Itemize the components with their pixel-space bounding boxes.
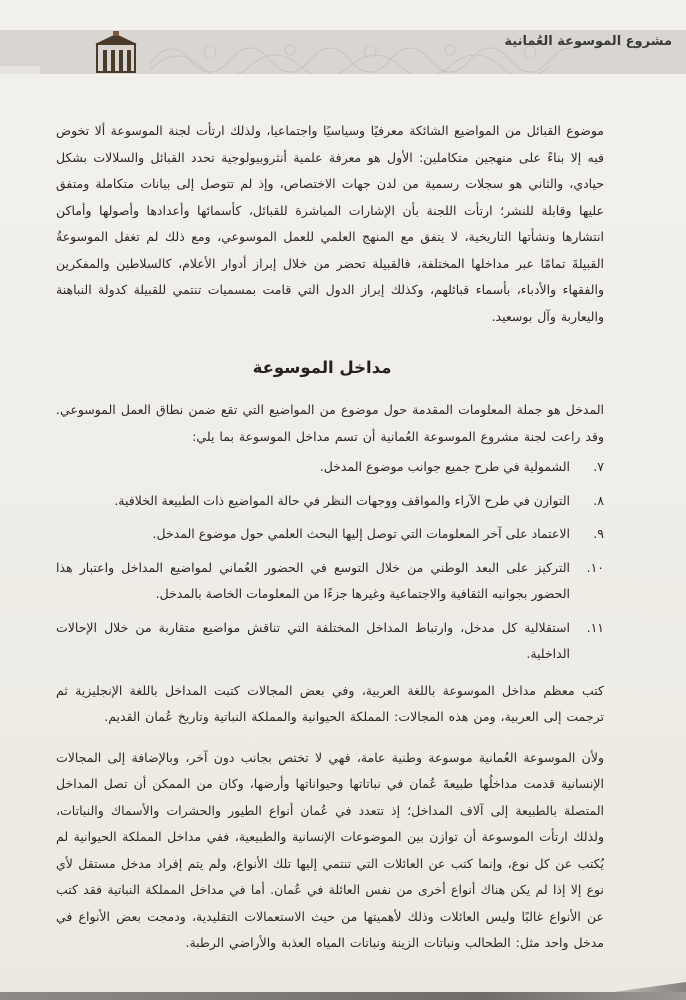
list-item — [56, 521, 604, 548]
list-item-text: التركيز على البعد الوطني من خلال التوسع في الحضور العُماني لمواضيع المداخل واعتبار هذا الحضور بجوانبه الثقافية والاجتماعية وغيرها جزءًا من المعلومات الخاصة بالمدخل. — [56, 559, 570, 601]
section-title: مداخل الموسوعة — [252, 358, 392, 377]
criteria-list — [56, 454, 604, 668]
list-item-number: ٨. — [593, 492, 604, 508]
main-content — [56, 118, 604, 957]
languages-paragraph: كتب معظم مداخل الموسوعة باللغة العربية، وفي بعض المجالات كتبت المداخل باللغة الإنجليزية ثم ترجمت إلى العربية، ومن هذه المجالات: المملكة الحيوانية والمملكة النباتية وتاريخ عُمان القديم. — [56, 682, 604, 724]
intro-paragraph: موضوع القبائل من المواضيع الشائكة معرفيًا وسياسيًا واجتماعيا، ولذلك ارتأت لجنة الموسوعة ألا تخوض فيه إلا بناءً على منهجين متكاملين: الأول هو معرفة علمية أنثروبيولوجية تحدد القبائل والسلالات بشكل حيادي، والثاني هو سجلات رسمية من لدن جهات الاختصاص، وإذ لم تتوصل إلى بيانات متكاملة ومتفق عليها وقابلة للنشر؛ ارتأت اللجنة بأن الإشارات المباشرة للقبائل، كأسمائها وأعدادها وأصولها وأماكن انتشارها ونشأتها التاريخية، لا يتفق مع المنهج العلمي للعمل الموسوعي، ومع ذلك لم تغفل الموسوعةُ القبيلةَ تمامًا عبر مداخلها المختلفة، فالقبيلة تحضر من خلال إبراز أدوار الأعلام، كالسلاطين والمفكرين والفقهاء والأدباء، بأسماء قبائلهم، وكذلك إبراز الدول التي قامت بمسميات تنتمي للقبيلة كدولة النباهنة واليعاربة وآل بوسعيد. — [56, 123, 604, 324]
list-item — [56, 454, 604, 481]
list-item — [56, 488, 604, 515]
list-item-number: ٩. — [593, 526, 604, 541]
closing-paragraph: ولأن الموسوعة العُمانية موسوعة وطنية عامة، فهي لا تختص بجانب دون آخر، وبالإضافة إلى المجالات الإنسانية قدمت مداخلُها طبيعةَ عُمان في نباتاتها وحيواناتها وأرضها، وكان من الممكن أن تصل المداخل المتصلة بالطبيعة إلى آلاف المداخل؛ إذ تتعدد في عُمان أنواع الطيور والحشرات والأسماك والنباتات، ولذلك ارتأت الموسوعة أن توازن بين الموضوعات الإنسانية والطبيعية، ففي مداخل المملكة الحيوانية لم يُكتب عن كل نوع، وإنما كتب عن العائلات التي تنتمي إليها تلك الأنواع، ولم يتم إفراد مدخل مستقل لأي نوع إلا إذا لم يكن هناك أنواع أخرى من نفس العائلة في عُمان. أما في مداخل المملكة النباتية فقد كتب عن الأنواع غالبًا وليس العائلات وذلك لأهميتها من حيث الاستعمالات التقليدية، ودمجت بعض الأنواع في مدخل واحد مثل: الطحالب ونباتات الزينة ونباتات المياه العذبة والأراضي الرطبة. — [56, 749, 604, 950]
list-item-text: الاعتماد على آخر المعلومات التي توصل إليها البحث العلمي حول موضوع المدخل. — [152, 526, 570, 541]
list-item — [56, 615, 604, 668]
list-item-text: استقلالية كل مدخل، وارتباط المداخل المختلفة التي تناقش مواضيع متقاربة من خلال الإحالات الداخلية. — [56, 619, 570, 661]
list-item-text: التوازن في طرح الآراء والمواقف ووجهات النظر في حالة المواضيع ذات الطبيعة الخلافية. — [114, 492, 570, 508]
header-edge — [0, 66, 40, 74]
building-logo-icon — [91, 30, 141, 74]
entries-intro-paragraph: المدخل هو جملة المعلومات المقدمة حول موضوع من المواضيع التي تقع ضمن نطاق العمل الموسوعي. وقد راعت لجنة مشروع الموسوعة العُمانية أن تسم مداخل الموسوعة بما يلي: — [56, 402, 604, 444]
list-item-text: الشمولية في طرح جميع جوانب موضوع المدخل. — [319, 459, 570, 474]
list-item-number: ٧. — [593, 459, 604, 474]
header-title: مشروع الموسوعة العُمانية — [504, 34, 672, 49]
list-item — [56, 555, 604, 608]
footer-rule — [0, 992, 686, 1000]
list-item-number: ١٠. — [586, 559, 604, 575]
list-item-number: ١١. — [586, 619, 604, 635]
